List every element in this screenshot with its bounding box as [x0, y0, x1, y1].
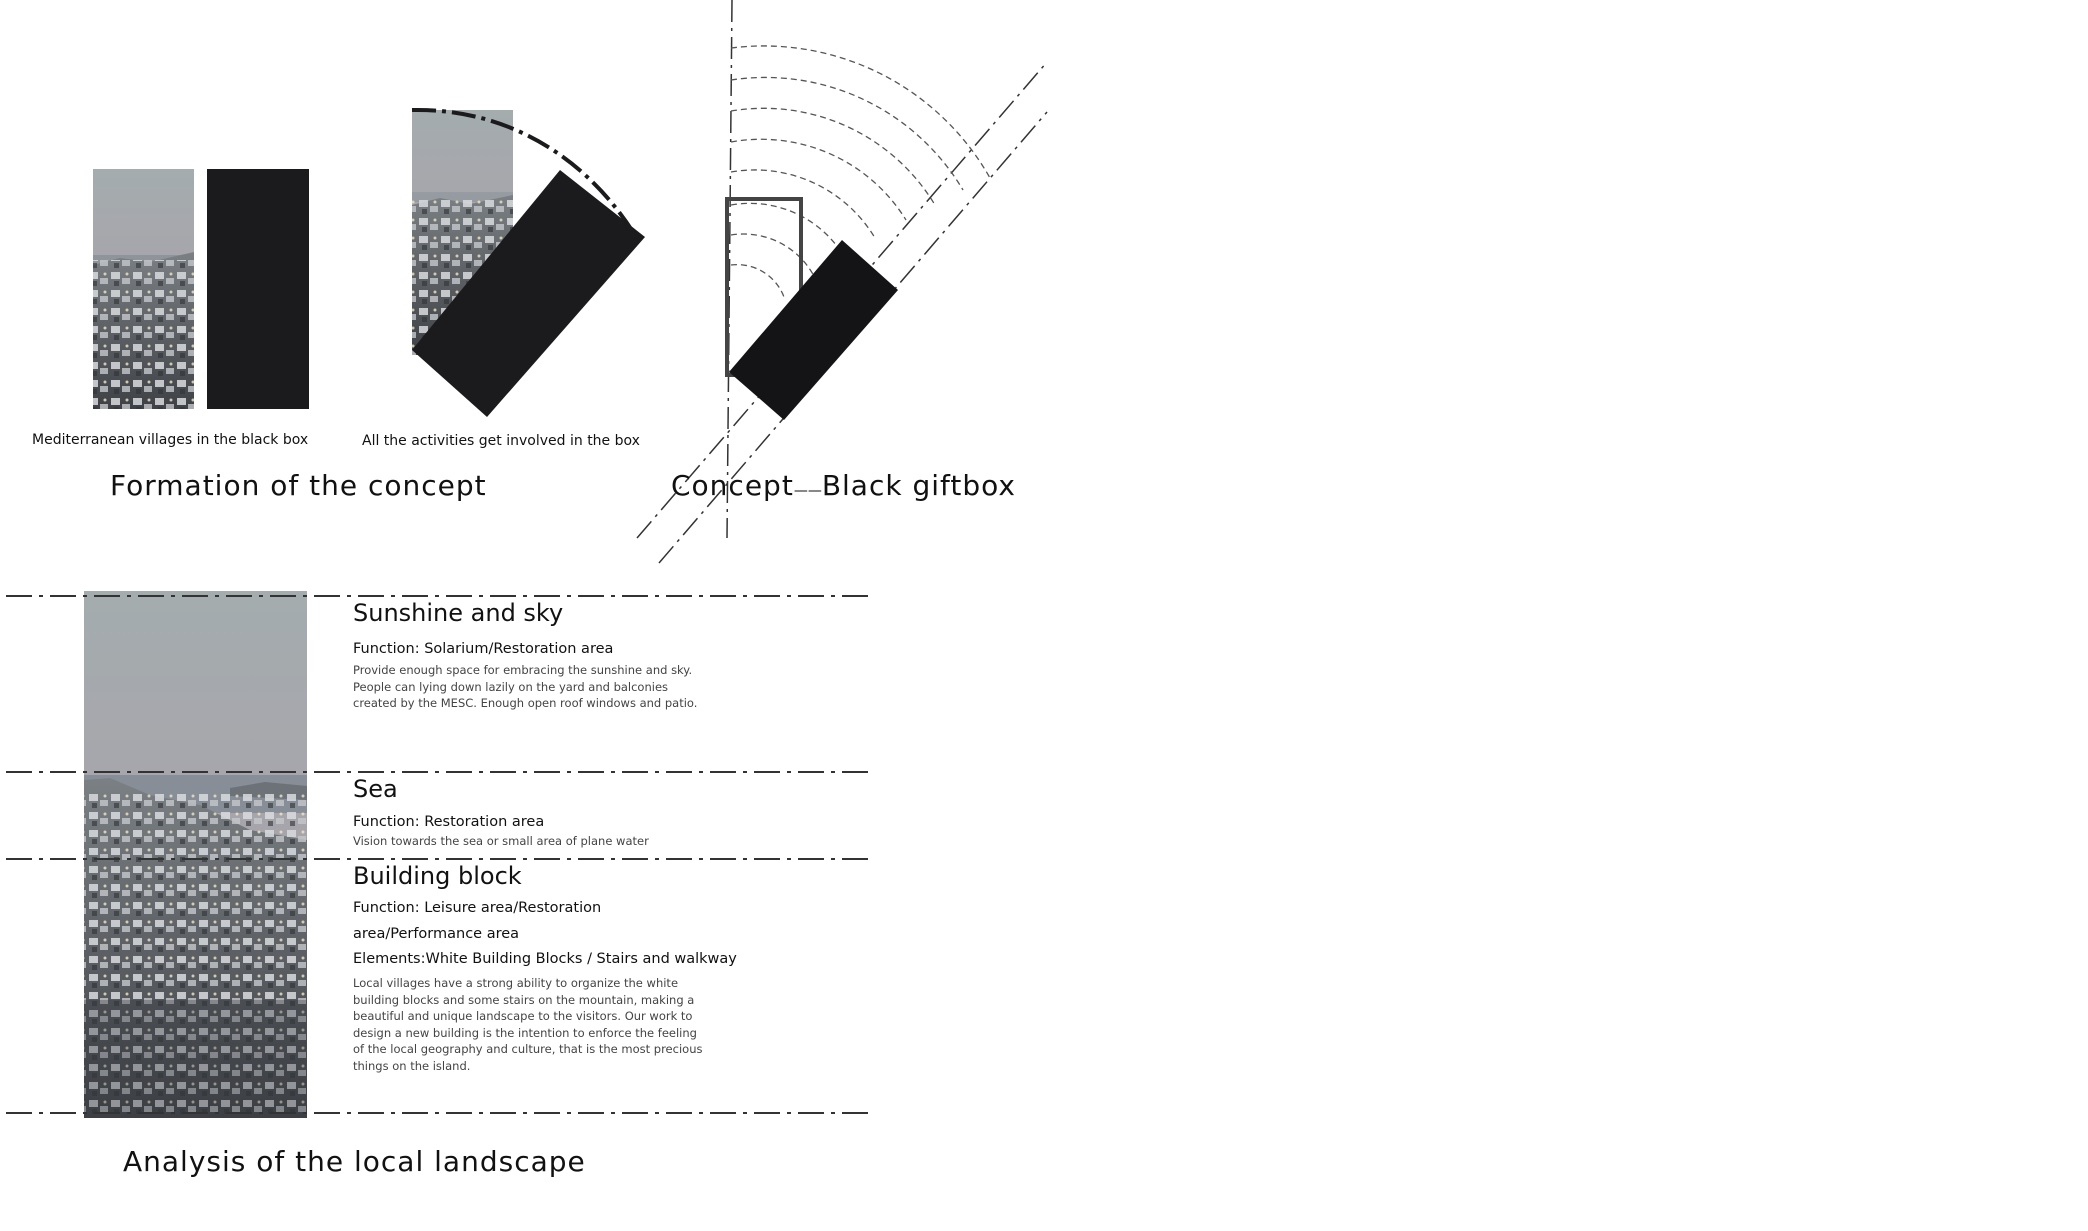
caption-activities: All the activities get involved in the box — [362, 433, 640, 449]
elements-value: White Building Blocks / Stairs and walkway — [425, 951, 737, 967]
caption-mediterranean: Mediterranean villages in the black box — [32, 432, 309, 448]
section-function-building-2: area/Performance area — [353, 926, 520, 942]
elements-label: Elements — [353, 951, 421, 967]
landscape-photo — [84, 591, 307, 1118]
section-heading-sea: Sea — [353, 775, 398, 803]
desc-line: things on the island. — [353, 1058, 471, 1073]
concept-title — [671, 469, 1016, 502]
desc-line: Vision towards the sea or small area of plane water — [353, 834, 649, 848]
function-sep: : — [414, 900, 420, 916]
section-desc-building — [353, 975, 702, 1074]
section-elements-building — [353, 951, 737, 967]
concept-title-b: Black giftbox — [821, 469, 1016, 502]
concept-title-dash: —— — [793, 483, 822, 499]
section-heading-sky: Sunshine and sky — [353, 599, 564, 627]
section-desc-sky — [353, 662, 697, 712]
section-desc-sea — [353, 833, 649, 850]
function-value: Solarium/Restoration area — [424, 641, 614, 657]
analysis-title: Analysis of the local landscape — [123, 1145, 586, 1178]
elements-sep: : — [420, 951, 426, 967]
desc-line: Local villages have a strong ability to organize the white — [353, 976, 679, 990]
desc-line: building blocks and some stairs on the mountain, making a — [353, 992, 695, 1007]
function-label: Function — [353, 641, 415, 657]
black-box — [207, 169, 309, 409]
desc-line: of the local geography and culture, that is the most precious — [353, 1042, 703, 1056]
section-function-building — [353, 900, 601, 916]
desc-line: People can lying down lazily on the yard and balconies — [353, 679, 669, 694]
function-value: Restoration area — [424, 814, 545, 830]
section-heading-building: Building block — [353, 862, 522, 890]
section-function-sky — [353, 641, 613, 657]
desc-line: created by the MESC. Enough open roof windows and patio. — [353, 696, 698, 710]
village-photo-left — [93, 169, 194, 409]
concept-title-a: Concept — [671, 469, 794, 502]
formation-title: Formation of the concept — [110, 469, 487, 502]
function-value: Leisure area/Restoration — [424, 900, 602, 916]
section-function-sea — [353, 814, 544, 830]
desc-line: design a new building is the intention to enforce the feeling — [353, 1025, 697, 1040]
function-sep: : — [414, 814, 420, 830]
function-label: Function — [353, 900, 415, 916]
function-label: Function — [353, 814, 415, 830]
desc-line: Provide enough space for embracing the sunshine and sky. — [353, 663, 693, 677]
desc-line: beautiful and unique landscape to the visitors. Our work to — [353, 1009, 693, 1023]
function-sep: : — [414, 641, 420, 657]
